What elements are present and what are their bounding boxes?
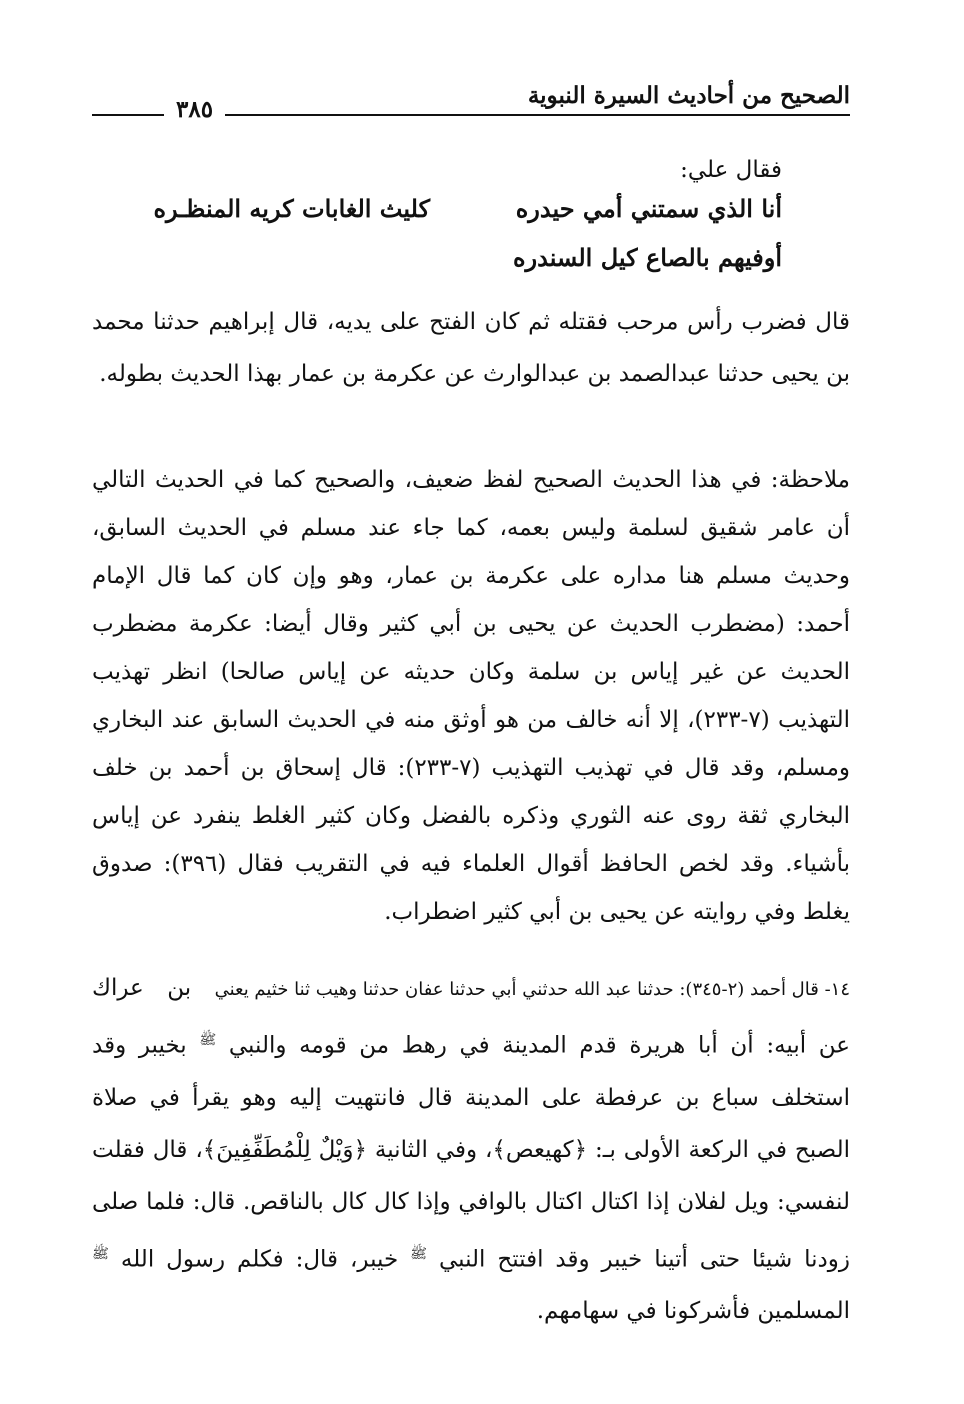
hadith-text-part-4: المسلمين فأشركونا في سهامهم.	[536, 1298, 850, 1325]
honorific-glyph: ﷺ	[92, 1245, 109, 1262]
verse-line-1-left: كليث الغابات كريه المنظـره	[153, 194, 430, 223]
honorific-glyph: ﷺ	[410, 1245, 428, 1262]
honorific-glyph: ﷺ	[199, 1032, 217, 1048]
page-header	[92, 82, 850, 123]
verse-line-1-right: أنا الذي سمتني أمي حيدره	[515, 194, 782, 223]
page-number: ٣٨٥	[164, 96, 225, 124]
hadith-text-part-1: بن عراك عن أبيه: أن أبا هريرة قدم المدينة في رهط من قومه والنبي	[92, 975, 851, 1059]
hadith-text-part-2: بخيبر وقد استخلف سباع بن عرفطة على المدينة قال فانتهيت إليه وهو يقرأ في صلاة الصبح في الركعة الأولى بـ: ﴿كهيعص﴾، وفي الثانية ﴿وَيْلٌ لِلْمُطَفِّفِينَ﴾، قال فقلت لنفسي: ويل لفلان إذا اكتال اكتال بالوافي وإذا كال كال بالناقص. قال: فلما صلى زودنا شيئا حتى أتينا خيبر وقد افتتح النبي	[92, 1032, 851, 1273]
verse-line-2-right: أوفيهم بالصاع كيل السندره	[512, 243, 782, 272]
paragraph-hadith-14	[92, 962, 850, 1337]
paragraph-note: ملاحظة: في هذا الحديث الصحيح لفظ ضعيف، والصحيح كما في الحديث التالي أن عامر شقيق لسلمة وليس بعمه، كما جاء عند مسلم في الحديث السابق، وحديث مسلم هنا مداره على عكرمة بن عمار، وهو وإن كان كما قال الإمام أحمد: (مضطرب الحديث عن يحيى بن أبي كثير وقال أيضا: عكرمة مضطرب الحديث عن غير إياس بن سلمة وكان حديثه عن إياس صالحا) انظر تهذيب التهذيب (٧-٢٣٣)، إلا أنه خالف من هو أوثق منه في الحديث السابق عند البخاري ومسلم، وقد قال في تهذيب التهذيب (٧-٢٣٣): قال إسحاق بن أحمد بن خلف البخاري ثقة روى عنه الثوري وذكره بالفضل وكان كثير الغلط ينفرد عن إياس بأشياء. وقد لخص الحافظ أقوال العلماء فيه في التقريب فقال (٣٩٦): صدوق يغلط وفي روايته عن يحيى بن أبي كثير اضطراب.	[92, 467, 850, 925]
hadith-isnad: ١٤- قال أحمد (٢-٣٤٥): حدثنا عبد الله حدثني أبي حدثنا عفان حدثنا وهيب ثنا خثيم يعني	[214, 979, 850, 1000]
poem-intro: فقال علي:	[680, 157, 782, 183]
paragraph-narration-end: قال فضرب رأس مرحب فقتله ثم كان الفتح على يديه، قال إبراهيم حدثنا محمد بن يحيى حدثنا عبدالصمد بن عبدالوارث عن عكرمة بن عمار بهذا الحديث بطوله.	[92, 309, 850, 387]
hadith-text-part-3: خيبر، قال: فكلم رسول الله	[120, 1246, 399, 1273]
book-title: الصحيح من أحاديث السيرة النبوية	[527, 82, 850, 109]
